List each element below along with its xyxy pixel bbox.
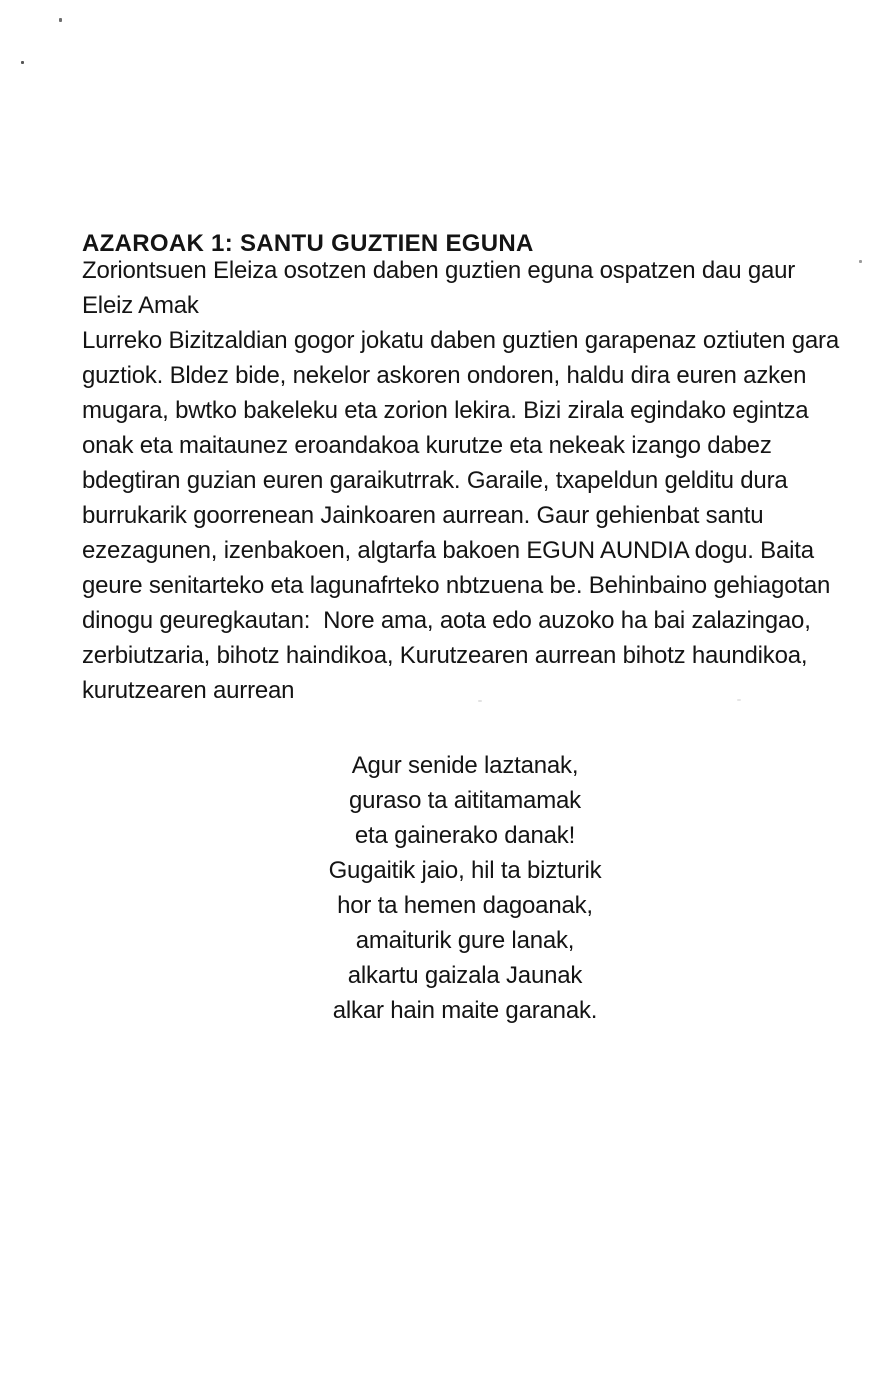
poem-line: amaiturik gure lanak, (355, 927, 575, 954)
paragraph-line: zerbiutzaria, bihotz haindikoa, Kurutzearen aurrean bihotz haundikoa, (82, 642, 808, 669)
poem-line: guraso ta aititamamak (349, 787, 581, 814)
paragraph-line: Zoriontsuen Eleiza osotzen daben guztien eguna ospatzen dau gaur (82, 257, 796, 284)
paragraph-line: Lurreko Bizitzaldian gogor jokatu daben guztien garapenaz oztiuten gara (82, 327, 839, 354)
poem-block (82, 748, 848, 1028)
paragraph-line: ezezagunen, izenbakoen, algtarfa bakoen EGUN AUNDIA dogu. Baita (82, 537, 814, 564)
paragraph-line: Eleiz Amak (82, 292, 199, 319)
poem-line: alkartu gaizala Jaunak (347, 962, 583, 989)
paragraph-line: onak eta maitaunez eroandakoa kurutze eta nekeak izango dabez (82, 432, 772, 459)
paragraph-line: dinogu geuregkautan: Nore ama, aota edo auzoko ha bai zalazingao, (82, 607, 811, 634)
paragraph-line: bdegtiran guzian euren garaikutrrak. Garaile, txapeldun gelditu dura (82, 467, 788, 494)
poem-line: Agur senide laztanak, (351, 752, 579, 779)
scan-speck (59, 18, 62, 22)
paragraph-line: mugara, bwtko bakeleku eta zorion lekira. Bizi zirala egindako egintza (82, 397, 809, 424)
poem-line: Gugaitik jaio, hil ta bizturik (328, 857, 602, 884)
paragraph-line: geure senitarteko eta lagunafrteko nbtzuena be. Behinbaino gehiagotan (82, 572, 831, 599)
paragraph-line: kurutzearen aurrean (82, 677, 295, 704)
paragraph-line: guztiok. Bldez bide, nekelor askoren ondoren, haldu dira euren azken (82, 362, 807, 389)
poem-line: alkar hain maite garanak. (332, 997, 598, 1024)
document-title: AZAROAK 1: SANTU GUZTIEN EGUNA (82, 230, 534, 258)
body-paragraph (82, 253, 872, 708)
poem-line: hor ta hemen dagoanak, (337, 892, 593, 919)
scan-speck (21, 61, 24, 64)
paragraph-line: burrukarik goorrenean Jainkoaren aurrean. Gaur gehienbat santu (82, 502, 764, 529)
poem-line: eta gainerako danak! (354, 822, 576, 849)
